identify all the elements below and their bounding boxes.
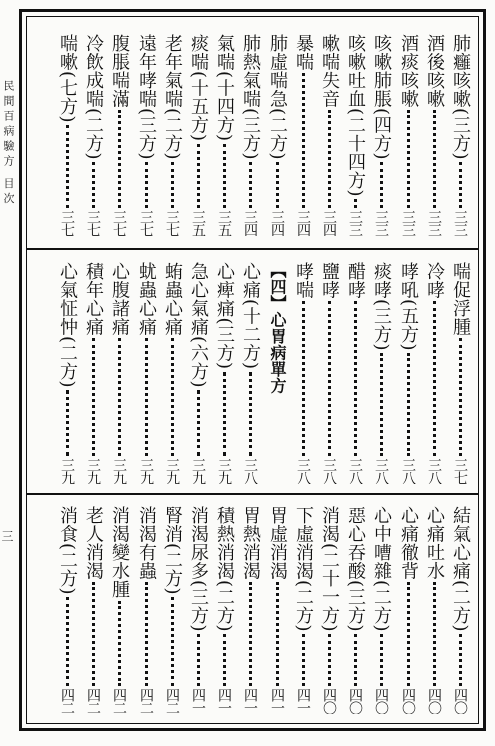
dot-leader: [118, 338, 121, 456]
toc-entry: [292, 34, 314, 236]
entry-page: 三八: [426, 458, 442, 484]
dot-leader: [380, 353, 383, 456]
entry-title: 喘促浮腫: [450, 262, 471, 336]
dot-leader: [249, 372, 252, 456]
entry-page: 四一: [190, 688, 206, 714]
entry-title: 老人消渴: [83, 506, 104, 580]
entry-title: 肺熱氣喘(三方): [240, 34, 261, 161]
entry-page: 三四: [242, 210, 258, 236]
page-number: 三: [0, 530, 14, 542]
dot-leader: [197, 634, 200, 686]
toc-entry: [423, 506, 445, 714]
entry-page: 三七: [452, 458, 468, 484]
entry-page: 四〇: [347, 688, 363, 714]
section-divider-1: [26, 248, 479, 250]
toc-entry: [370, 34, 392, 236]
entry-title: 肺癰咳嗽(三方): [450, 34, 471, 161]
toc-entry: [135, 262, 157, 484]
section-heading: [266, 262, 288, 484]
dot-leader: [380, 634, 383, 686]
toc-entry: [397, 262, 419, 484]
entry-page: 四〇: [321, 688, 337, 714]
dot-leader: [302, 73, 305, 208]
entry-title: 遠年哮喘(三方): [136, 34, 157, 161]
entry-title: 氣喘(十四方): [214, 34, 235, 142]
entry-title: 心氣怔忡(二方): [57, 262, 78, 389]
entry-page: 四〇: [452, 688, 468, 714]
entry-page: 三九: [111, 458, 127, 484]
entry-page: 三八: [347, 458, 363, 484]
entry-title: 酒痰咳嗽: [398, 34, 419, 108]
entry-page: 三九: [190, 458, 206, 484]
entry-title: 醋哮: [345, 262, 366, 299]
entry-page: 三七: [138, 210, 154, 236]
toc-entry: [135, 506, 157, 714]
entry-title: 老年氣喘(二方): [162, 34, 183, 161]
entry-page: 三七: [111, 210, 127, 236]
entry-title: 消食(二方): [57, 506, 78, 596]
entry-page: 三九: [164, 458, 180, 484]
toc-entry: [108, 34, 130, 236]
toc-entry: [266, 34, 288, 236]
dot-leader: [66, 390, 69, 456]
toc-entry: [449, 506, 471, 714]
dot-leader: [407, 353, 410, 456]
toc-entry: [423, 262, 445, 484]
entry-page: 三八: [295, 458, 311, 484]
dot-leader: [249, 582, 252, 686]
entry-title: 痰哮(三方): [371, 262, 392, 352]
entry-title: 心中嘈雜(二方): [371, 506, 392, 633]
dot-leader: [223, 634, 226, 686]
entry-page: 三四: [295, 210, 311, 236]
toc-entry: [108, 506, 130, 714]
entry-page: 三八: [321, 458, 337, 484]
entry-page: 三八: [373, 458, 389, 484]
entry-title: 蚘蟲心痛: [136, 262, 157, 336]
section-divider-2: [26, 493, 479, 495]
section-heading-text: 【四】心胃病單方: [268, 262, 287, 394]
entry-title: 積年心痛: [83, 262, 104, 336]
entry-title: 心痺痛(三方): [214, 262, 235, 370]
entry-page: 三九: [216, 458, 232, 484]
toc-entry: [318, 506, 340, 714]
toc-entry: [397, 34, 419, 236]
entry-title: 結氣心痛(二方): [450, 506, 471, 633]
entry-title: 酒後咳嗽: [424, 34, 445, 108]
dot-leader: [145, 338, 148, 456]
toc-entry: [239, 506, 261, 714]
toc-entry: [82, 262, 104, 484]
entry-page: 四二: [164, 688, 180, 714]
dot-leader: [459, 338, 462, 456]
dot-leader: [433, 301, 436, 456]
entry-page: 三三: [347, 210, 363, 236]
entry-title: 腹脹喘滿: [109, 34, 130, 108]
entry-page: 四〇: [426, 688, 442, 714]
toc-entry: [82, 506, 104, 714]
entry-title: 腎消(二方): [162, 506, 183, 596]
entry-title: 蛕蟲心痛: [162, 262, 183, 336]
dot-leader: [459, 162, 462, 208]
entry-page: 四二: [59, 688, 75, 714]
dot-leader: [171, 162, 174, 208]
dot-leader: [276, 582, 279, 686]
dot-leader: [354, 301, 357, 456]
entry-title: 積熱消渴(二方): [214, 506, 235, 633]
dot-leader: [302, 634, 305, 686]
toc-entry: [135, 34, 157, 236]
entry-page: 三八: [400, 458, 416, 484]
toc-entry: [318, 34, 340, 236]
entry-page: 三四: [321, 210, 337, 236]
toc-entry: [187, 34, 209, 236]
entry-title: 喘嗽(七方): [57, 34, 78, 124]
entry-title: 嗽喘失音: [319, 34, 340, 108]
dot-leader: [223, 372, 226, 456]
entry-page: 四一: [295, 688, 311, 714]
toc-entry: [108, 262, 130, 484]
dot-leader: [171, 597, 174, 686]
entry-title: 急心氣痛(六方): [188, 262, 209, 389]
toc-entry: [161, 506, 183, 714]
entry-title: 鹽哮: [319, 262, 340, 299]
entry-title: 哮喘: [293, 262, 314, 299]
entry-page: 三三: [400, 210, 416, 236]
dot-leader: [407, 582, 410, 686]
dot-leader: [276, 162, 279, 208]
toc-entry: [187, 506, 209, 714]
dot-leader: [302, 301, 305, 456]
dot-leader: [171, 338, 174, 456]
toc-entry: [292, 262, 314, 484]
entry-page: 三四: [269, 210, 285, 236]
entry-page: 四二: [85, 688, 101, 714]
toc-entry: [161, 34, 183, 236]
entry-page: 三七: [85, 210, 101, 236]
entry-title: 咳嗽肺脹(四方): [371, 34, 392, 161]
dot-leader: [459, 634, 462, 686]
entry-title: 胃熱消渴: [240, 506, 261, 580]
dot-leader: [118, 110, 121, 208]
toc-entry: [318, 262, 340, 484]
running-head: 民間百病驗方 目次: [2, 80, 15, 208]
entry-title: 心痛(十二方): [240, 262, 261, 370]
toc-entry: [239, 34, 261, 236]
dot-leader: [249, 162, 252, 208]
entry-page: 三五: [190, 210, 206, 236]
entry-page: 三九: [85, 458, 101, 484]
toc-entry: [213, 262, 235, 484]
entry-title: 心痛吐水: [424, 506, 445, 580]
toc-entry: [344, 506, 366, 714]
entry-page: 四二: [138, 688, 154, 714]
dot-leader: [197, 390, 200, 456]
entry-page: 三七: [164, 210, 180, 236]
dot-leader: [433, 582, 436, 686]
entry-title: 冷飲成喘(二方): [83, 34, 104, 161]
entry-title: 咳嗽吐血(二十四方): [345, 34, 366, 198]
entry-title: 消渴變水腫: [109, 506, 130, 599]
toc-entry: [161, 262, 183, 484]
toc-entry: [370, 262, 392, 484]
toc-entry: [449, 262, 471, 484]
entry-page: 三三: [426, 210, 442, 236]
toc-entry: [449, 34, 471, 236]
entry-page: 三五: [216, 210, 232, 236]
toc-entry: [397, 506, 419, 714]
dot-leader: [92, 162, 95, 208]
entry-title: 胃虛消渴: [267, 506, 288, 580]
dot-leader: [145, 162, 148, 208]
dot-leader: [66, 597, 69, 686]
entry-title: 哮吼(五方): [398, 262, 419, 352]
toc-entry: [213, 34, 235, 236]
toc-entry: [239, 262, 261, 484]
entry-page: 三八: [242, 458, 258, 484]
toc-entry: [266, 506, 288, 714]
entry-page: 四二: [111, 688, 127, 714]
toc-entry: [56, 506, 78, 714]
entry-page: 四〇: [400, 688, 416, 714]
toc-entry: [56, 262, 78, 484]
toc-entry: [370, 506, 392, 714]
entry-page: 三三: [373, 210, 389, 236]
entry-title: 消渴(二十一方): [319, 506, 340, 633]
entry-title: 肺虛喘急(二方): [267, 34, 288, 161]
entry-title: 下虛消渴(二方): [293, 506, 314, 633]
dot-leader: [354, 634, 357, 686]
dot-leader: [407, 110, 410, 208]
dot-leader: [118, 601, 121, 687]
entry-page: 三七: [59, 210, 75, 236]
dot-leader: [145, 582, 148, 686]
dot-leader: [197, 144, 200, 208]
dot-leader: [328, 634, 331, 686]
dot-leader: [92, 582, 95, 686]
dot-leader: [433, 110, 436, 208]
dot-leader: [223, 144, 226, 208]
dot-leader: [328, 110, 331, 208]
entry-title: 消渴有蟲: [136, 506, 157, 580]
entry-page: 三三: [452, 210, 468, 236]
toc-entry: [82, 34, 104, 236]
entry-title: 心腹諸痛: [109, 262, 130, 336]
entry-title: 心痛徹背: [398, 506, 419, 580]
entry-page: 四一: [269, 688, 285, 714]
toc-entry: [423, 34, 445, 236]
dot-leader: [354, 199, 357, 208]
entry-page: 四一: [242, 688, 258, 714]
dot-leader: [66, 125, 69, 208]
toc-entry: [56, 34, 78, 236]
dot-leader: [328, 301, 331, 456]
entry-title: 暴喘: [293, 34, 314, 71]
toc-entry: [292, 506, 314, 714]
toc-entry: [213, 506, 235, 714]
entry-page: 三九: [59, 458, 75, 484]
toc-entry: [187, 262, 209, 484]
toc-entry: [344, 34, 366, 236]
entry-page: 四〇: [373, 688, 389, 714]
entry-title: 痰喘(十五方): [188, 34, 209, 142]
entry-title: 冷哮: [424, 262, 445, 299]
toc-entry: [344, 262, 366, 484]
dot-leader: [380, 162, 383, 208]
entry-page: 三九: [138, 458, 154, 484]
dot-leader: [92, 338, 95, 456]
entry-title: 惡心吞酸(三方): [345, 506, 366, 633]
entry-title: 消渴尿多(三方): [188, 506, 209, 633]
entry-page: 四一: [216, 688, 232, 714]
